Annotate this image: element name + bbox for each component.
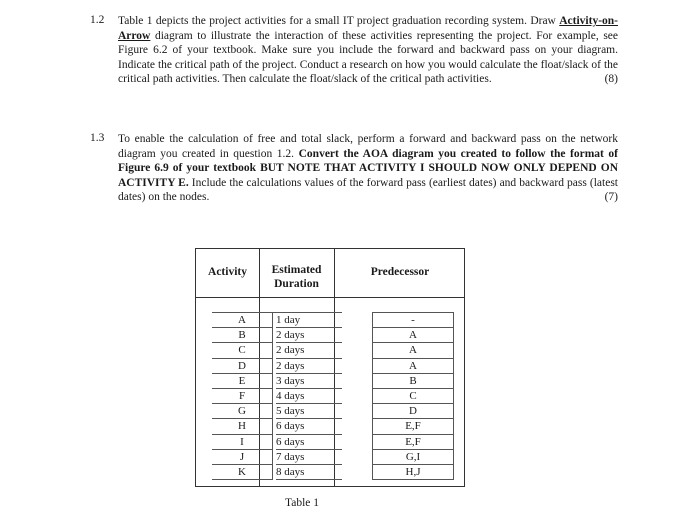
question-text-rest: diagram to illustrate the interaction of these activities representing the project. For example, see Figure 6.2 of your textbook. Make sure you include the forward and backward pass on your diagram. Indicate the critical path of the project. Conduct a research on how you would calculate the float/slack of the critical path activities. Then calculate the float/slack of the critical path activities.	[118, 29, 618, 86]
question-text-part2: Include the calculations values of the forward pass (earliest dates) and backward pass (latest dates) on the nodes.	[118, 176, 618, 204]
header-duration-line1: Estimated	[271, 264, 322, 276]
table-caption: Table 1	[285, 497, 320, 509]
activity-column	[212, 312, 273, 480]
activity-table	[195, 248, 465, 487]
table-cell-duration: 6 days	[276, 435, 342, 450]
question-text	[118, 14, 618, 87]
question-text-part1: To enable the calculation of free and total slack, perform a forward and backward pass on the network diagram you created in question 1.2.	[118, 133, 618, 160]
question-bold-instruction: Convert the AOA diagram you created to follow the format of Figure 6.9 of your textbook BUT NOTE THAT ACTIVITY I SHOULD NOW ONLY DEPEND ON ACTIVITY E.	[118, 147, 618, 189]
table-cell-activity: J	[212, 450, 272, 465]
question-text	[118, 132, 618, 205]
table-cell-predecessor: E,F	[373, 419, 453, 434]
table-cell-duration: 2 days	[276, 359, 342, 374]
table-cell-predecessor: -	[373, 313, 453, 328]
header-activity: Activity	[208, 266, 247, 278]
table-cell-activity: K	[212, 465, 272, 480]
table-cell-duration: 5 days	[276, 404, 342, 419]
table-cell-activity: A	[212, 313, 272, 328]
table-cell-predecessor: E,F	[373, 435, 453, 450]
table-cell-predecessor: A	[373, 343, 453, 358]
predecessor-column	[372, 312, 454, 480]
table-cell-duration: 4 days	[276, 389, 342, 404]
table-cell-predecessor: G,I	[373, 450, 453, 465]
table-cell-activity: G	[212, 404, 272, 419]
table-cell-duration: 1 day	[276, 313, 342, 328]
duration-column	[272, 312, 342, 480]
table-cell-duration: 2 days	[276, 328, 342, 343]
question-marks: (8)	[604, 73, 618, 86]
table-cell-predecessor: C	[373, 389, 453, 404]
header-predecessor: Predecessor	[370, 266, 430, 278]
table-cell-predecessor: H,J	[373, 465, 453, 480]
table-cell-predecessor: A	[373, 328, 453, 343]
table-cell-activity: B	[212, 328, 272, 343]
table-cell-predecessor: B	[373, 374, 453, 389]
question-number: 1.2	[90, 14, 105, 26]
header-duration	[259, 263, 334, 291]
question-marks: (7)	[604, 191, 618, 204]
question-number: 1.3	[90, 132, 105, 144]
header-duration-line2: Duration	[274, 278, 319, 290]
table-cell-duration: 8 days	[276, 465, 342, 480]
question-text-line: Table 1 depicts the project activities for a small IT project graduation recording system. Draw	[118, 15, 556, 27]
table-cell-duration: 2 days	[276, 343, 342, 358]
table-cell-activity: C	[212, 343, 272, 358]
table-header	[196, 249, 464, 298]
table-cell-duration: 7 days	[276, 450, 342, 465]
table-cell-activity: I	[212, 435, 272, 450]
table-cell-predecessor: D	[373, 404, 453, 419]
aoa-term: Activity-on-Arrow	[118, 15, 618, 42]
table-cell-duration: 3 days	[276, 374, 342, 389]
table-cell-activity: D	[212, 359, 272, 374]
table-cell-activity: H	[212, 419, 272, 434]
table-cell-activity: E	[212, 374, 272, 389]
table-cell-predecessor: A	[373, 359, 453, 374]
table-cell-activity: F	[212, 389, 272, 404]
table-cell-duration: 6 days	[276, 419, 342, 434]
